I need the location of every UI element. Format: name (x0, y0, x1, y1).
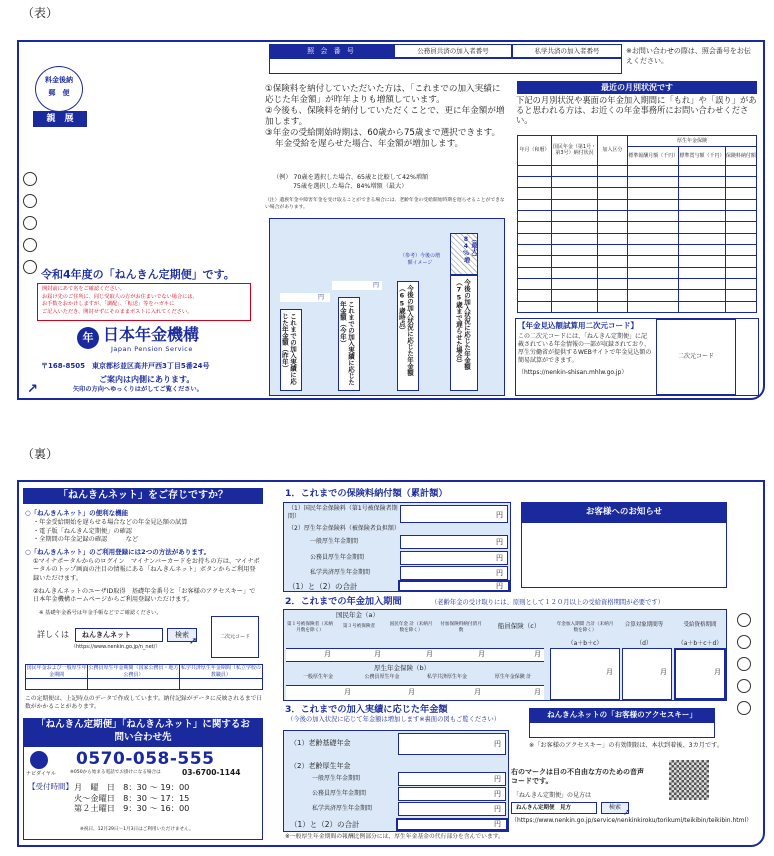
nk-point: ・年金受給開始を遅らせる場合などの年金見込額の試算 (33, 519, 188, 526)
monthly-title: 最近の月別状況です (517, 81, 757, 94)
monthly-row (518, 267, 757, 278)
navi-label: ナビダイヤル (26, 771, 56, 777)
sec1-row: （1）と（2）の合計 (288, 582, 358, 591)
monthly-table (517, 135, 757, 313)
sec3-row: 一般厚生年金期間 (312, 775, 361, 782)
sec1-table (283, 502, 511, 592)
punch-hole (23, 260, 37, 274)
sec2-month: 月 (606, 668, 613, 676)
nk-points (33, 519, 188, 545)
col-header: 標準報酬月額（千円） (628, 147, 679, 166)
monthly-row (518, 177, 757, 188)
nk-title: 「ねんきんネット」をご存じですか？ (23, 488, 263, 504)
front-card (17, 40, 765, 400)
sec1-yen: 円 (496, 554, 503, 562)
mini-header: 私学共済厚生年金期間（私立学校の教職員） (180, 665, 261, 678)
sec1-row: 一般厚生年金期間 (310, 538, 359, 545)
ref-number-label: 照 会 番 号 (269, 44, 394, 58)
notice-box (521, 522, 727, 588)
navi-icon (30, 751, 48, 769)
sec3-value (398, 733, 506, 755)
qr-title: 【年金見込額試算用二次元コード】 (518, 321, 638, 330)
reference-label: （参考）今後の増額イメージ (400, 253, 441, 266)
chart-note: （注）遺族年金や障害年金を受け取ることができる場合には、老齢年金の受給開始時期を遅らせることができない場合があります。 (265, 198, 505, 210)
sec2-title: 2．これまでの年金加入期間 (285, 596, 402, 607)
phone-alt-label: ※050から始まる電話でお掛けになる場合は (70, 770, 161, 775)
hours-row: 火〜金曜日 8：30 〜 17：15 (74, 792, 190, 803)
sec2-col: 年金加入期間 合計（未納月数を除く） (556, 622, 614, 633)
qr-url: （https://nenkin-shisan.mhlw.go.jp） (518, 369, 628, 376)
monthly-desc: 下記の月別状況や裏面の年金加入期間に「もれ」や「誤り」があると思われる方は、お近くの年金事務所にお問い合わせください。 (516, 95, 757, 125)
punch-hole (23, 238, 37, 252)
voice-code (669, 760, 709, 800)
monthly-row (518, 211, 757, 222)
monthly-row (518, 199, 757, 210)
postage-stamp (35, 66, 83, 112)
sec1-value (400, 551, 508, 565)
nk-points-title: ○「ねんきんネット」の便利な機能 (25, 509, 129, 517)
sec3-row: 公務員厚生年金期間 (312, 790, 367, 797)
sec1-row: （2）厚生年金保険料（被保険者負担額） (288, 525, 400, 532)
monthly-row (518, 278, 757, 289)
point-1: ①保険料を納付していただいた方は、「これまでの加入実績に応じた年金額」が昨年よりも増額しています。 (265, 84, 501, 105)
bar-last-year: これまでの加入実績に応じた年金額（昨年） (280, 309, 302, 391)
sec2-month: 月 (344, 688, 351, 696)
qr-text: この二次元コードには、「ねんきん定期便」に記載されている年金情報の一部が収録されており、厚生労働省が提供するWEBサイトで年金見込額の簡易試算ができます。 (518, 333, 652, 365)
monthly-row (518, 188, 757, 199)
postage-line1: 料金後納 (45, 76, 73, 84)
sec1-value (400, 535, 508, 549)
col-header: 標準賞与額（千円） (679, 147, 725, 166)
sec3-total-value (396, 818, 508, 831)
contact-box (23, 746, 263, 840)
sec2-national-label: 国民年金（a） (336, 611, 379, 619)
voice-label: 「ねんきん定期便」の見方は (513, 792, 592, 799)
max-increase-box: （最大）84%増 (450, 233, 478, 275)
inner-notice: ご案内は内側にあります。 (99, 375, 195, 384)
punch-hole (23, 194, 37, 208)
sec3-value (398, 802, 506, 816)
bar-age-75: 今後の加入状況に応じた年金額（75歳まで遅らせた場合） (450, 275, 478, 391)
sender-address: 〒168-8505 東京都杉並区高井戸西3丁目5番24号 (41, 362, 210, 370)
mini-table (25, 664, 263, 690)
col-header: 保険料納付額 (725, 147, 756, 166)
qr-small-label: 二次元コード (219, 633, 250, 640)
pension-illustration (269, 218, 505, 396)
bar-this-year: これまでの加入実績に応じた年金額（今年） (338, 297, 360, 391)
honorific-box: 親 展 (33, 111, 87, 127)
sec2-formula: （a＋b＋c） (567, 640, 603, 647)
sec2-month: 月 (426, 650, 433, 658)
sec2-col: 船員保険（c） (497, 622, 541, 630)
col-header: 国民年金（第1号・第3号）納付状況 (552, 136, 598, 166)
sec2-col: 第１号被保険者（未納月数を除く） (287, 622, 333, 633)
nk-note: ※ 基礎年金番号は年金手帳などでご確認ください。 (39, 610, 162, 616)
sec1-total-value (398, 580, 510, 592)
sec2-month: 月 (474, 688, 481, 696)
sec3-row: （2）老齢厚生年金 (290, 762, 351, 770)
nk-use2: ②ねんきんネットのユーザID取得 基礎年金番号と「お客様のアクセスキー」で日本年金機構ホームページからご利用登録いただけます。 (33, 588, 256, 604)
access-key-box (529, 722, 715, 738)
qr-code-box (656, 319, 736, 395)
warning-line: 開封前にあて名をご確認ください。 (42, 286, 126, 292)
punch-hole (737, 635, 751, 649)
monthly-row (518, 245, 757, 256)
sec3-yen: 円 (494, 820, 501, 828)
access-note: ※「お客様のアクセスキー」の有効期限は、本状到着後、3カ月です。 (529, 742, 724, 749)
sec3-table (283, 730, 509, 832)
sec2-month: 月 (408, 688, 415, 696)
sec2-wcol: 厚生年金保険 計 (494, 674, 532, 680)
open-hint: 矢印の方向へゆっくりはがしてご覧ください。 (73, 386, 203, 393)
cursor-arrow-icon: ➚ (189, 636, 198, 647)
sec2-month-cell (286, 685, 544, 700)
sec1-row: 公務員厚生年金期間 (310, 554, 365, 561)
example-block (273, 173, 428, 192)
sec1-title: 1．これまでの保険料納付額（累計額） (285, 488, 448, 499)
voice-title: 右のマークは目の不自由な方のための音声コードです。 (511, 768, 644, 786)
monthly-row (518, 233, 757, 244)
sec2-month: 月 (324, 650, 331, 658)
sec1-yen: 円 (496, 582, 503, 590)
phone-alt[interactable]: 03-6700-1144 (182, 768, 241, 777)
nk-point: ・全期間の年金記録の確認 など (33, 536, 139, 544)
sec1-row: （1）国民年金保険料（第1号被保険者期間） (288, 505, 398, 520)
punch-hole (737, 613, 751, 627)
warning-line: お手数をおかけしますが、「調配」、「転送」等をハガキに (42, 301, 175, 308)
example-line1: 70歳を選択した場合、65歳と比較して42%増額 (293, 174, 429, 181)
ref-number-value-box (269, 58, 622, 74)
mini-header: 国民年金および一般厚生年金期間 (26, 665, 87, 678)
col-header: 加入区分 (598, 136, 628, 166)
sec2-col: 国民年金 計（未納月数を除く） (389, 622, 433, 633)
search-label: 詳しくは (37, 630, 69, 639)
cursor-arrow-icon: ➚ (623, 808, 631, 818)
jps-logo (77, 325, 247, 357)
voice-url: （https://www.nenkin.go.jp/service/nenkinkiroku/torikumi/teikibin/teikibin.html） (511, 817, 753, 824)
back-side-label: （裏） (22, 447, 59, 461)
sec1-value (400, 566, 508, 580)
sec3-value (398, 772, 506, 786)
phone-number[interactable]: 0570-058-555 (76, 749, 215, 769)
nk-use-title: ○「ねんきんネット」のご利用登録には2つの方法があります。 (25, 548, 211, 556)
hours-row: 月 曜 日 8：30 〜 19：00 (74, 782, 190, 792)
sec3-yen: 円 (494, 790, 501, 798)
sec1-yen: 円 (496, 569, 503, 577)
sec2-note: （老齢年金の受け取りには、原則として１２０月以上の受給資格期間が必要です） (431, 599, 664, 606)
sec2-month: 月 (714, 668, 721, 676)
monthly-row (518, 256, 757, 267)
point-2: ②今後も、保険料を納付していただくことで、更に年金額が増加します。 (265, 106, 505, 127)
yen-unit: 円 (373, 282, 380, 289)
sec2-wcol: 公務員厚生年金 (364, 674, 400, 680)
ref-col1: 公務員共済の加入者番号 (394, 44, 512, 58)
sec1-value (400, 505, 508, 523)
punch-hole (23, 216, 37, 230)
front-side-label: （表） (22, 6, 59, 20)
sec3-row: 私学共済厚生年金期間 (312, 805, 373, 812)
sec2-wcol: 私学共済厚生年金 (426, 674, 467, 680)
sec2-month: 月 (660, 668, 667, 676)
sec1-yen: 円 (496, 511, 503, 519)
sec2-formula: （a＋b＋c＋d） (677, 640, 723, 647)
point-3: ③年金の受給開始時期は、60歳から75歳まで選択できます。 (265, 128, 501, 138)
sec3-row: （1）老齢基礎年金 (290, 739, 351, 747)
sec3-yen: 円 (494, 740, 501, 748)
sec2-welfare-label: 厚生年金保険（b） (374, 664, 431, 672)
voice-search-input[interactable]: ねんきん定期便 見方 (511, 802, 597, 814)
sec2-formula: （d） (636, 640, 652, 647)
sec3-row: （1）と（2）の合計 (290, 820, 360, 829)
sec2-wcol: 一般厚生年金 (302, 674, 333, 680)
punch-hole (737, 701, 751, 715)
sec2-month: 月 (534, 688, 541, 696)
example-label: （例） (273, 174, 292, 181)
sec2-month: 月 (374, 650, 381, 658)
sec2-month: 月 (534, 650, 541, 658)
ref-col2: 私学共済の加入者番号 (512, 44, 622, 58)
example-line2: 75歳を選択した場合、84%増額（最大） (293, 183, 408, 191)
sec3-sub: （今後の加入状況に応じて年金額は増加します※裏面の図もご覧ください） (287, 716, 501, 723)
col-header: 年月（和暦） (518, 136, 552, 166)
sec1-yen: 円 (496, 538, 503, 546)
qr-code-label: 二次元コード (677, 353, 714, 361)
footer-note: ※一般厚生年金期間の報酬比例部分には、厚生年金基金の代行部分を含んでいます。 (285, 834, 504, 840)
contact-title: 「ねんきん定期便」「ねんきんネット」に関するお問い合わせ先 (23, 718, 263, 746)
search-input[interactable]: ねんきんネット (75, 628, 163, 642)
search-url: （https://www.nenkin.go.jp/n_net/） (71, 644, 161, 650)
bar-age-65: 今後の加入状況に応じた年金額（65歳時点） (397, 281, 419, 391)
jps-logo-name: 日本年金機構 (103, 325, 200, 344)
sec3-yen: 円 (494, 775, 501, 783)
notice-title: お客様へのお知らせ (521, 502, 727, 522)
jps-logo-mark: 年 (77, 327, 99, 349)
points-block (265, 84, 507, 150)
sec2-month: 月 (478, 650, 485, 658)
col-header: 厚生年金保険 (628, 136, 757, 147)
data-note: この定期便は、上記時点のデータで作成しています。納付記録がデータに反映されるまで日数がかかることがあります。 (25, 696, 263, 710)
sec1-row: 私学共済厚生年金期間 (310, 569, 371, 576)
jps-logo-en: Japan Pension Service (111, 345, 193, 353)
monthly-row (518, 222, 757, 233)
sec2-table (283, 609, 727, 701)
warning-line: お届け先のご住所に、同じ受取人の方がお住まいでない場合には、 (42, 293, 198, 300)
sec3-value (398, 787, 506, 801)
voice-search-button[interactable]: 検索 (601, 802, 629, 814)
ref-note: ※お問い合わせの際は、照会番号をお伝えください。 (626, 47, 751, 66)
search-button[interactable]: 検索 (167, 628, 197, 642)
hours-list (74, 782, 189, 814)
postage-line2: 郵 便 (48, 88, 70, 97)
hours-note: ※祝日、12月29日〜1月3日はご利用いただけません。 (80, 827, 194, 832)
monthly-row (518, 301, 757, 312)
yen-unit: 円 (318, 294, 325, 301)
nk-use1: ①マイナポータルからのログイン マイナンバーカードをお持ちの方は、マイナポータルのトップ画面の注目の情報にある「ねんきんネット」ボタンからご利用登録いただけます。 (33, 558, 260, 582)
qr-small-box (211, 616, 259, 658)
punch-hole (737, 657, 751, 671)
warning-box (37, 283, 251, 321)
sec3-title: 3．これまでの加入実績に応じた年金額 (285, 704, 448, 715)
access-title: ねんきんネットの「お客様のアクセスキー」 (529, 708, 715, 722)
monthly-row (518, 165, 757, 176)
sec2-col: 付加保険料納付済月数 (440, 622, 482, 633)
point-3b: 年金受給を遅らせた場合、年金額が増加します。 (275, 139, 464, 149)
back-card (17, 480, 765, 847)
sec2-col: 合算対象期間等 (624, 622, 664, 628)
sec3-yen: 円 (494, 805, 501, 813)
qr-section (515, 318, 759, 396)
punch-hole (737, 679, 751, 693)
front-title: 令和4年度の「ねんきん定期便」です。 (41, 268, 235, 281)
monthly-row (518, 290, 757, 301)
sec2-col: 受給資格期間 (683, 622, 717, 628)
open-arrow-icon: ↗ (27, 382, 38, 397)
warning-line: ご記入いただき、開封せずにそのままポストに入れてください。 (42, 308, 193, 315)
sec2-col: 第３号被保険者 (342, 624, 376, 629)
nk-point: ・電子版「ねんきん定期便」の確認 (33, 527, 132, 535)
mini-header: 公務員厚生年金期間（国家公務員・地方公務員） (88, 665, 179, 678)
hours-label: 【受付時間】 (28, 782, 73, 791)
punch-hole (23, 172, 37, 186)
hours-row: 第２土曜日 9：30 〜 16：00 (74, 803, 190, 814)
monthly-rows (518, 165, 757, 312)
